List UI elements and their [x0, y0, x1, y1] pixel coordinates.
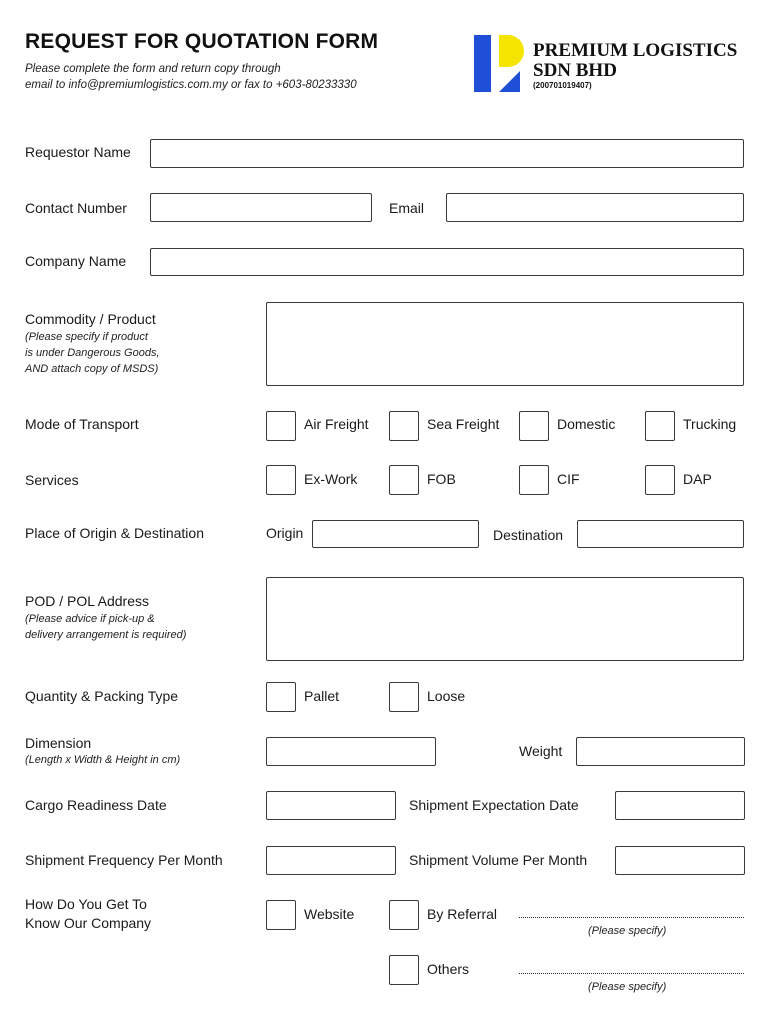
sea-freight-label: Sea Freight [427, 416, 500, 432]
weight-input[interactable] [576, 737, 745, 766]
shipment-volume-label: Shipment Volume Per Month [409, 852, 588, 868]
email-label: Email [389, 200, 425, 216]
ex-work-label: Ex-Work [304, 471, 358, 487]
domestic-label: Domestic [557, 416, 616, 432]
destination-input[interactable] [577, 520, 744, 548]
air-freight-checkbox[interactable] [266, 411, 296, 441]
pallet-checkbox[interactable] [266, 682, 296, 712]
dimension-note: (Length x Width & Height in cm) [25, 754, 181, 766]
services-label: Services [25, 472, 79, 488]
pod-pol-note-1: (Please advice if pick-up & [25, 613, 155, 625]
website-label: Website [304, 906, 355, 922]
premium-logistics-logo [474, 35, 524, 92]
company-name-label: Company Name [25, 253, 127, 269]
origin-label: Origin [266, 525, 304, 541]
destination-label: Destination [493, 527, 564, 543]
cargo-readiness-input[interactable] [266, 791, 396, 820]
commodity-textarea[interactable] [266, 302, 744, 386]
shipment-expectation-input[interactable] [615, 791, 745, 820]
loose-checkbox[interactable] [389, 682, 419, 712]
referral-specify-note: (Please specify) [588, 925, 667, 937]
shipment-expectation-label: Shipment Expectation Date [409, 797, 579, 813]
others-specify-line[interactable] [519, 973, 744, 974]
contact-number-label: Contact Number [25, 200, 127, 216]
instruction-line-2: email to info@premiumlogistics.com.my or fax to +603-80233330 [25, 79, 357, 91]
shipment-frequency-label: Shipment Frequency Per Month [25, 852, 223, 868]
dimension-input[interactable] [266, 737, 436, 766]
ex-work-checkbox[interactable] [266, 465, 296, 495]
by-referral-label: By Referral [427, 906, 498, 922]
others-checkbox[interactable] [389, 955, 419, 985]
contact-number-input[interactable] [150, 193, 372, 222]
others-specify-note: (Please specify) [588, 981, 667, 993]
requestor-name-input[interactable] [150, 139, 744, 168]
sea-freight-checkbox[interactable] [389, 411, 419, 441]
air-freight-label: Air Freight [304, 416, 369, 432]
commodity-note-1: (Please specify if product [25, 331, 148, 343]
how-know-label-2: Know Our Company [25, 915, 152, 931]
cif-label: CIF [557, 471, 580, 487]
commodity-note-3: AND attach copy of MSDS) [25, 363, 159, 375]
brand-name-line-2: SDN BHD [533, 60, 617, 81]
weight-label: Weight [519, 743, 563, 759]
pallet-label: Pallet [304, 688, 340, 704]
registration-number: (200701019407) [533, 81, 592, 90]
dimension-label: Dimension [25, 735, 92, 751]
fob-checkbox[interactable] [389, 465, 419, 495]
origin-destination-label: Place of Origin & Destination [25, 525, 204, 541]
mode-of-transport-label: Mode of Transport [25, 416, 139, 432]
dap-checkbox[interactable] [645, 465, 675, 495]
referral-specify-line[interactable] [519, 917, 744, 918]
trucking-label: Trucking [683, 416, 737, 432]
website-checkbox[interactable] [266, 900, 296, 930]
cargo-readiness-label: Cargo Readiness Date [25, 797, 167, 813]
dap-label: DAP [683, 471, 712, 487]
fob-label: FOB [427, 471, 456, 487]
trucking-checkbox[interactable] [645, 411, 675, 441]
company-name-input[interactable] [150, 248, 744, 276]
page-title: REQUEST FOR QUOTATION FORM [25, 30, 379, 53]
others-label: Others [427, 961, 470, 977]
pod-pol-label: POD / POL Address [25, 593, 149, 609]
requestor-name-label: Requestor Name [25, 144, 131, 160]
instruction-line-1: Please complete the form and return copy through [25, 63, 281, 75]
origin-input[interactable] [312, 520, 479, 548]
by-referral-checkbox[interactable] [389, 900, 419, 930]
email-input[interactable] [446, 193, 744, 222]
cif-checkbox[interactable] [519, 465, 549, 495]
how-know-label-1: How Do You Get To [25, 896, 147, 912]
brand-name-line-1: PREMIUM LOGISTICS [533, 40, 738, 61]
pod-pol-textarea[interactable] [266, 577, 744, 661]
shipment-volume-input[interactable] [615, 846, 745, 875]
loose-label: Loose [427, 688, 466, 704]
quantity-packing-label: Quantity & Packing Type [25, 688, 179, 704]
domestic-checkbox[interactable] [519, 411, 549, 441]
commodity-label: Commodity / Product [25, 311, 156, 327]
commodity-note-2: is under Dangerous Goods, [25, 347, 160, 359]
shipment-frequency-input[interactable] [266, 846, 396, 875]
pod-pol-note-2: delivery arrangement is required) [25, 629, 187, 641]
